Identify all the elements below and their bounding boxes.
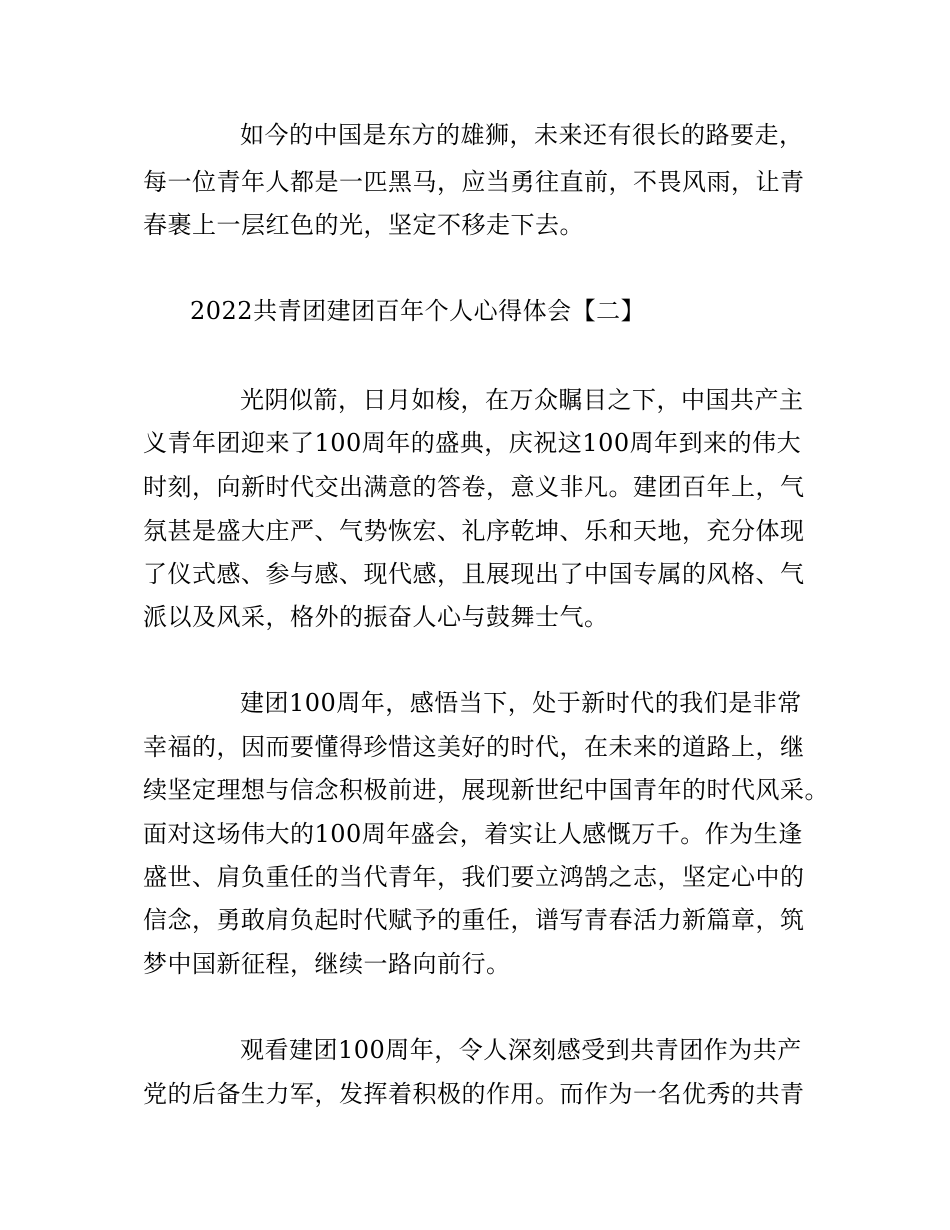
paragraph-line: 时刻，向新时代交出满意的答卷，意义非凡。建团百年上，气: [143, 473, 805, 501]
paragraph-line: 如今的中国是东方的雄狮，未来还有很长的路要走，: [240, 121, 804, 149]
paragraph-line: 了仪式感、参与感、现代感，且展现出了中国专属的风格、气: [143, 560, 805, 588]
paragraph-line: 建团100周年，感悟当下，处于新时代的我们是非常: [240, 689, 802, 717]
paragraph-line: 梦中国新征程，继续一路向前行。: [143, 950, 511, 978]
paragraph-line: 观看建团100周年，令人深刻感受到共青团作为共产: [240, 1036, 802, 1064]
paragraph-line: 春裹上一层红色的光，坚定不移走下去。: [143, 211, 584, 239]
paragraph-line: 盛世、肩负重任的当代青年，我们要立鸿鹄之志，坚定心中的: [143, 863, 805, 891]
paragraph-line: 派以及风采，格外的振奋人心与鼓舞士气。: [143, 603, 609, 631]
paragraph-line: 每一位青年人都是一匹黑马，应当勇往直前，不畏风雨，让青: [143, 168, 805, 196]
paragraph-line: 光阴似箭，日月如梭，在万众瞩目之下，中国共产主: [240, 386, 804, 414]
paragraph-line: 续坚定理想与信念积极前进，展现新世纪中国青年的时代风采。: [143, 776, 829, 804]
paragraph-line: 信念，勇敢肩负起时代赋予的重任，谱写青春活力新篇章，筑: [143, 906, 805, 934]
section-heading: 2022共青团建团百年个人心得体会【二】: [190, 297, 646, 325]
paragraph-line: 幸福的，因而要懂得珍惜这美好的时代，在未来的道路上，继: [143, 733, 805, 761]
paragraph-line: 面对这场伟大的100周年盛会，着实让人感慨万千。作为生逢: [143, 820, 803, 848]
paragraph-line: 氛甚是盛大庄严、气势恢宏、礼序乾坤、乐和天地，充分体现: [143, 517, 805, 545]
paragraph-line: 义青年团迎来了100周年的盛典，庆祝这100周年到来的伟大: [143, 429, 802, 457]
paragraph-line: 党的后备生力军，发挥着积极的作用。而作为一名优秀的共青: [143, 1080, 805, 1108]
